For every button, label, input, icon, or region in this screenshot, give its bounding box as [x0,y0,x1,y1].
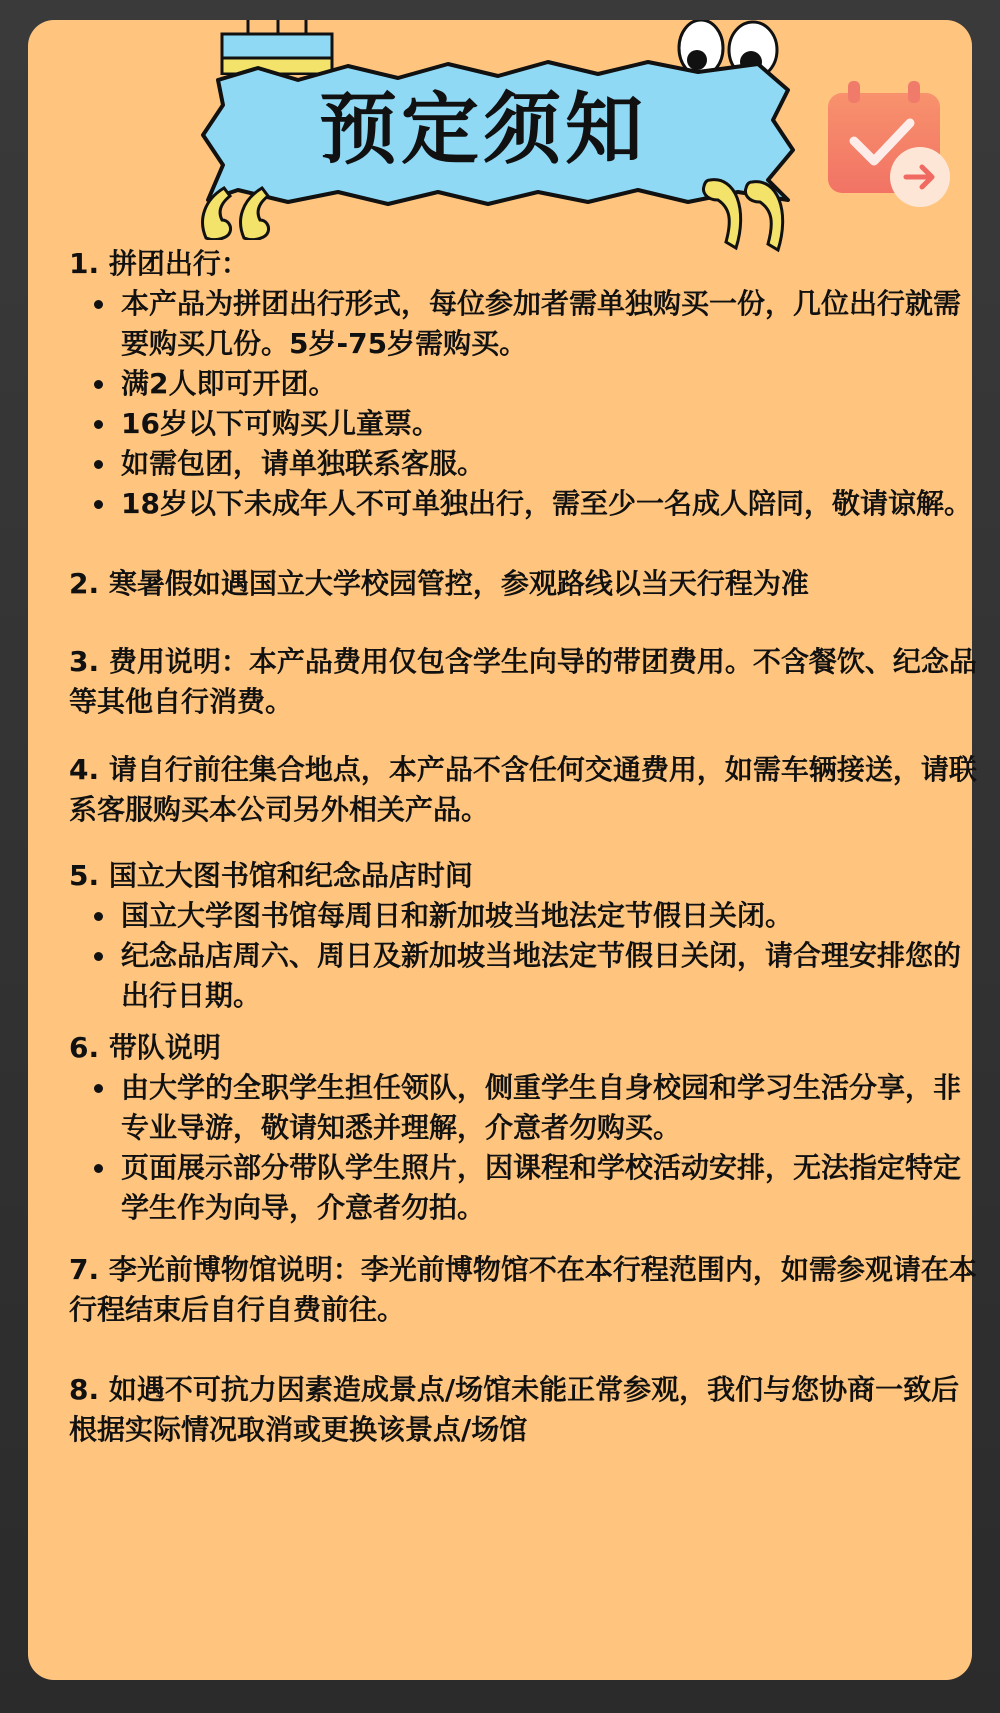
list-item: 18岁以下未成年人不可单独出行，需至少一名成人陪同，敬请谅解。 [69,484,981,524]
list-item: 满2人即可开团。 [69,364,981,404]
notice-card [28,20,977,1680]
section-1 [69,244,972,524]
section-title: 5. 国立大图书馆和纪念品店时间 [69,859,473,892]
section-title: 1. 拼团出行： [69,247,249,280]
header-banner [178,20,818,260]
bullet-list [69,896,969,1016]
bullet-list [69,1068,969,1228]
section-2: 2. 寒暑假如遇国立大学校园管控，参观路线以当天行程为准 [69,567,809,600]
list-item: 国立大学图书馆每周日和新加坡当地法定节假日关闭。 [69,896,981,936]
section-8: 8. 如遇不可抗力因素造成景点/场馆未能正常参观，我们与您协商一致后根据实际情况取消或更换该景点/场馆 [69,1373,960,1446]
section-6 [69,1028,969,1228]
section-3: 3. 费用说明：本产品费用仅包含学生向导的带团费用。不含餐饮、纪念品等其他自行消费。 [69,645,977,718]
section-7: 7. 李光前博物馆说明：李光前博物馆不在本行程范围内，如需参观请在本行程结束后自行自费前往。 [69,1253,977,1326]
section-title: 6. 带队说明 [69,1031,221,1064]
list-item: 纪念品店周六、周日及新加坡当地法定节假日关闭，请合理安排您的出行日期。 [69,936,981,1016]
page-title: 预定须知 [318,85,647,175]
list-item: 本产品为拼团出行形式，每位参加者需单独购买一份，几位出行就需要购买几份。5岁-75岁需购买。 [69,284,981,364]
bullet-list [69,284,972,524]
list-item: 页面展示部分带队学生照片，因课程和学校活动安排，无法指定特定学生作为向导，介意者勿拍。 [69,1148,981,1228]
notice-content [69,244,977,1450]
list-item: 由大学的全职学生担任领队，侧重学生自身校园和学习生活分享，非专业导游，敬请知悉并理解，介意者勿购买。 [69,1068,981,1148]
list-item: 如需包团，请单独联系客服。 [69,444,981,484]
section-4: 4. 请自行前往集合地点，本产品不含任何交通费用，如需车辆接送，请联系客服购买本公司另外相关产品。 [69,753,977,826]
list-item: 16岁以下可购买儿童票。 [69,404,981,444]
calendar-check-icon [818,75,958,210]
quote-marks-icon [196,170,286,240]
section-5 [69,856,969,1016]
